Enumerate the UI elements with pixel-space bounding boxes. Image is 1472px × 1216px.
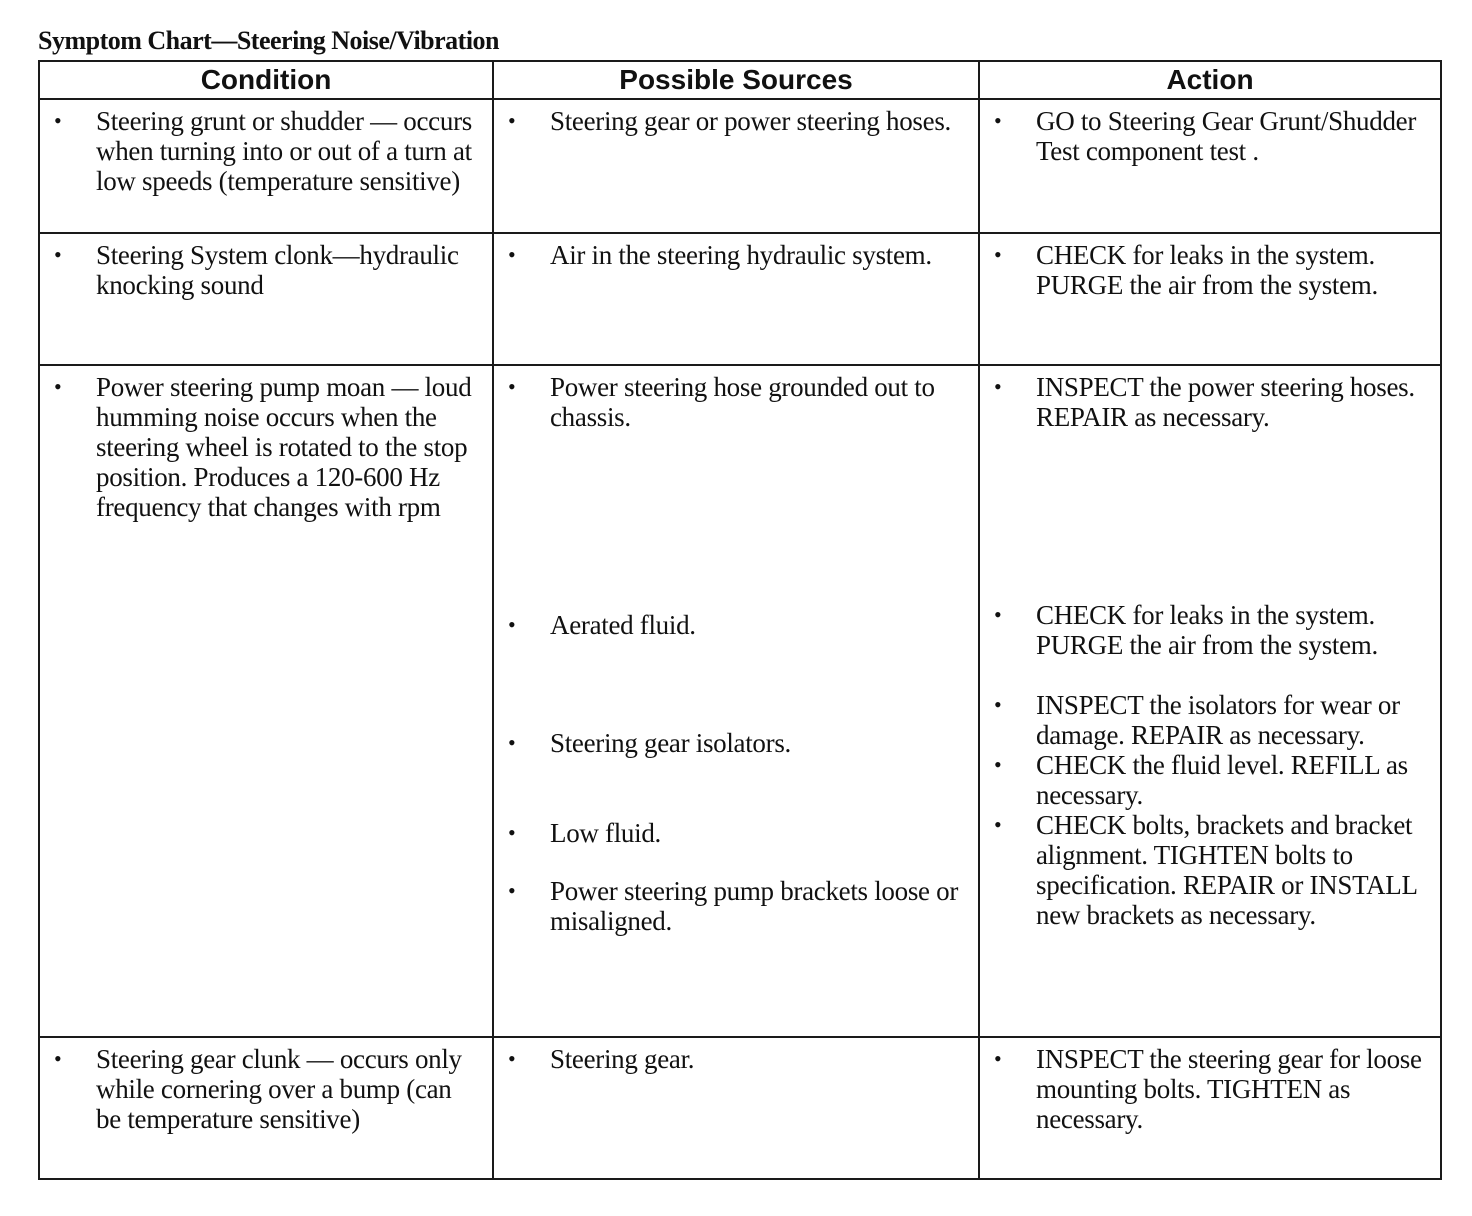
condition-text: Power steering pump moan — loud humming noise occurs when the steering wheel is rotated to the stop position. Produces a 120-600 Hz frequency that changes with rpm xyxy=(96,372,472,522)
action-text: INSPECT the power steering hoses. REPAIR as necessary. xyxy=(1036,372,1415,432)
table-row xyxy=(39,99,1441,233)
bullet-icon: • xyxy=(54,374,62,399)
source-entry xyxy=(504,610,968,640)
condition-entry xyxy=(50,240,482,300)
sources-cell xyxy=(493,99,979,233)
bullet-icon: • xyxy=(994,242,1002,267)
action-cell xyxy=(979,233,1441,365)
source-text: Power steering pump brackets loose or misaligned. xyxy=(550,876,959,936)
bullet-icon: • xyxy=(994,692,1002,717)
condition-text: Steering gear clunk — occurs only while cornering over a bump (can be temperature sensitive) xyxy=(96,1044,462,1134)
bullet-icon: • xyxy=(994,752,1002,777)
action-entry xyxy=(990,600,1430,660)
source-entry xyxy=(504,372,968,432)
bullet-icon: • xyxy=(994,1046,1002,1071)
bullet-icon: • xyxy=(994,374,1002,399)
bullet-icon: • xyxy=(54,242,62,267)
source-text: Steering gear. xyxy=(550,1044,695,1074)
condition-cell xyxy=(39,233,493,365)
sources-cell xyxy=(493,1037,979,1179)
bullet-icon: • xyxy=(508,374,516,399)
action-text: CHECK for leaks in the system. PURGE the air from the system. xyxy=(1036,240,1378,300)
condition-text: Steering System clonk—hydraulic knocking sound xyxy=(96,240,459,300)
condition-entry xyxy=(50,1044,482,1134)
bullet-icon: • xyxy=(508,878,516,903)
action-entry xyxy=(990,690,1430,750)
action-text: CHECK bolts, brackets and bracket alignment. TIGHTEN bolts to specification. REPAIR or INSTALL new brackets as necessary. xyxy=(1036,810,1417,930)
source-entry xyxy=(504,728,968,758)
condition-entry xyxy=(50,372,482,522)
chart-title: Symptom Chart—Steering Noise/Vibration xyxy=(38,26,500,55)
action-text: CHECK for leaks in the system. PURGE the air from the system. xyxy=(1036,600,1378,660)
header-possible-sources: Possible Sources xyxy=(493,61,979,99)
bullet-icon: • xyxy=(508,730,516,755)
table-row xyxy=(39,1037,1441,1179)
symptom-chart-table xyxy=(38,60,1442,1180)
source-text: Steering gear or power steering hoses. xyxy=(550,106,951,136)
condition-cell xyxy=(39,365,493,1037)
source-text: Air in the steering hydraulic system. xyxy=(550,240,932,270)
action-text: INSPECT the steering gear for loose mounting bolts. TIGHTEN as necessary. xyxy=(1036,1044,1422,1134)
sources-cell xyxy=(493,233,979,365)
action-entry xyxy=(990,750,1430,810)
header-condition: Condition xyxy=(39,61,493,99)
action-text: CHECK the fluid level. REFILL as necessary. xyxy=(1036,750,1408,810)
source-entry xyxy=(504,106,968,136)
action-entry xyxy=(990,240,1430,300)
source-text: Power steering hose grounded out to chassis. xyxy=(550,372,935,432)
source-text: Steering gear isolators. xyxy=(550,728,791,758)
bullet-icon: • xyxy=(508,820,516,845)
header-row xyxy=(39,61,1441,99)
condition-entry xyxy=(50,106,482,196)
header-action: Action xyxy=(979,61,1441,99)
table-row xyxy=(39,233,1441,365)
bullet-icon: • xyxy=(994,812,1002,837)
table-row xyxy=(39,365,1441,1037)
action-cell xyxy=(979,99,1441,233)
action-entry xyxy=(990,372,1430,432)
action-text: INSPECT the isolators for wear or damage. REPAIR as necessary. xyxy=(1036,690,1400,750)
sources-cell xyxy=(493,365,979,1037)
action-cell xyxy=(979,365,1441,1037)
source-entry xyxy=(504,240,968,270)
condition-cell xyxy=(39,99,493,233)
bullet-icon: • xyxy=(508,612,516,637)
action-cell xyxy=(979,1037,1441,1179)
bullet-icon: • xyxy=(54,108,62,133)
action-text: GO to Steering Gear Grunt/Shudder Test component test . xyxy=(1036,106,1417,166)
source-entry xyxy=(504,1044,968,1074)
bullet-icon: • xyxy=(994,108,1002,133)
source-text: Low fluid. xyxy=(550,818,661,848)
source-entry xyxy=(504,876,968,936)
action-entry xyxy=(990,1044,1430,1134)
source-text: Aerated fluid. xyxy=(550,610,696,640)
bullet-icon: • xyxy=(508,242,516,267)
bullet-icon: • xyxy=(508,1046,516,1071)
bullet-icon: • xyxy=(508,108,516,133)
bullet-icon: • xyxy=(994,602,1002,627)
bullet-icon: • xyxy=(54,1046,62,1071)
source-entry xyxy=(504,818,968,848)
condition-text: Steering grunt or shudder — occurs when turning into or out of a turn at low speeds (temperature sensitive) xyxy=(96,106,472,196)
action-entry xyxy=(990,106,1430,166)
condition-cell xyxy=(39,1037,493,1179)
action-entry xyxy=(990,810,1430,930)
